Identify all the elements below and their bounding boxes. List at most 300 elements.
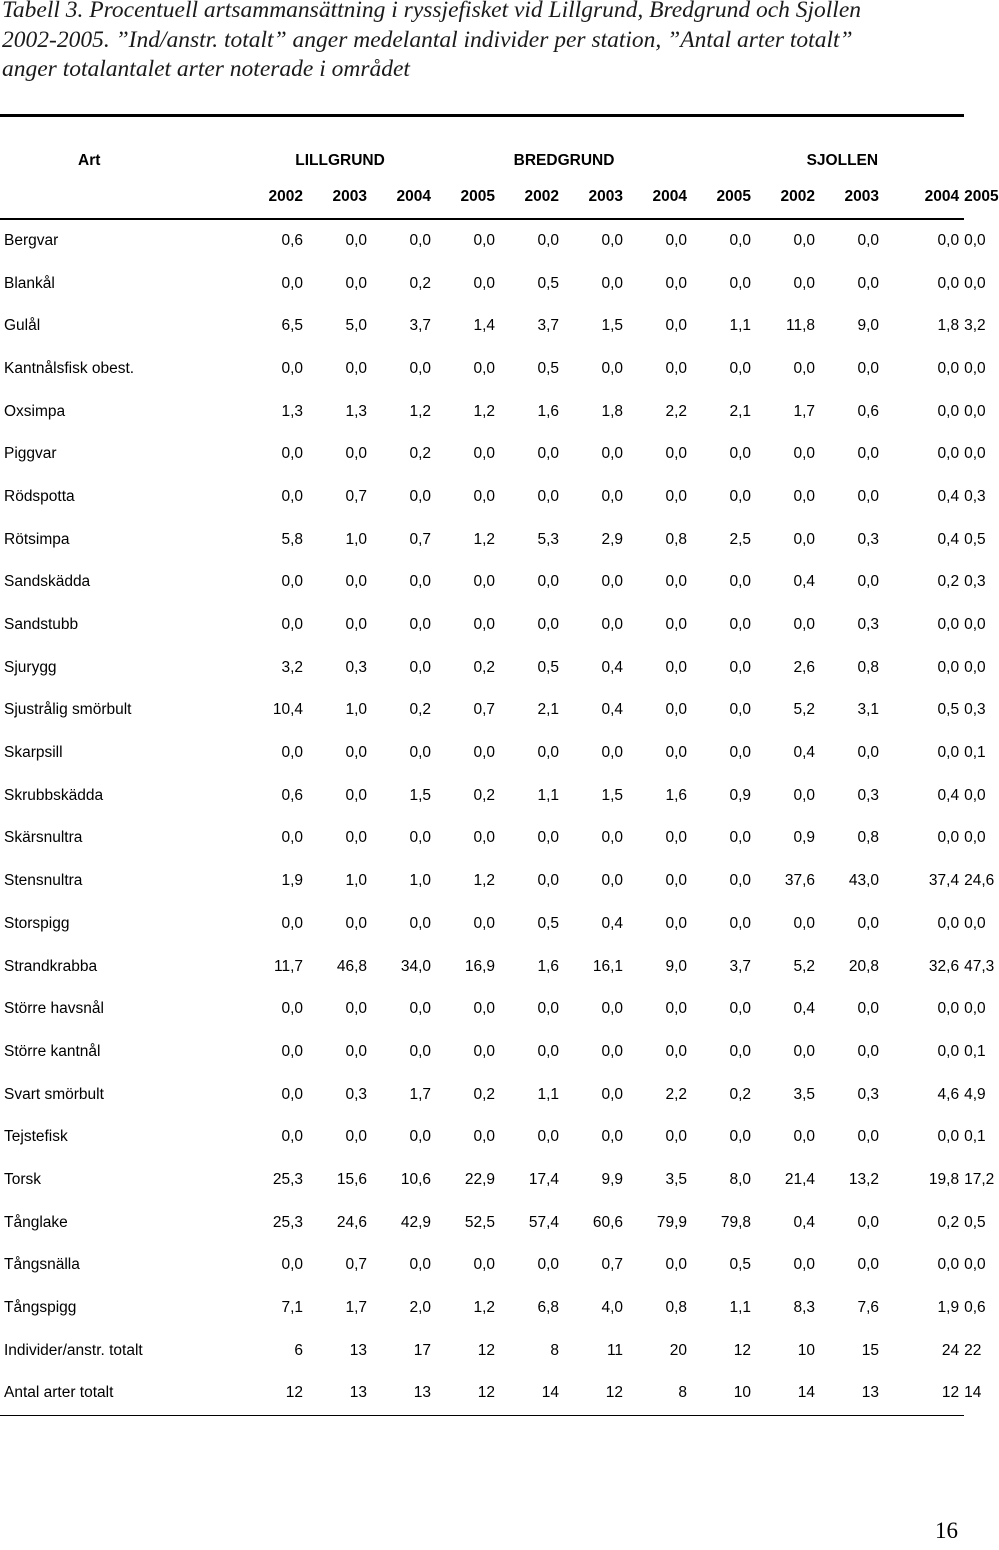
table-cell: 0,0 [857, 445, 880, 463]
table-cell: 0,8 [665, 1299, 688, 1317]
table-cell: 0,0 [937, 359, 960, 377]
table-row: Kantnålsfisk obest. 0,0 0,0 0,0 0,0 0,5 0,0 0,0 0,0 0,0 0,0 0,0 0,0 [0, 348, 964, 391]
table-cell: 0,0 [601, 1085, 624, 1103]
table-cell: 0,0 [857, 1128, 880, 1146]
year-header: 2004 [628, 186, 692, 219]
table-cell: 2,5 [729, 530, 752, 548]
table-cell: 0,0 [345, 744, 368, 762]
table-cell: 0,2 [473, 658, 496, 676]
table-cell: 0,5 [537, 274, 560, 292]
table-cell: 0,0 [793, 1042, 816, 1060]
species-name: Strandkrabba [4, 957, 98, 975]
table-cell: 0,0 [729, 1000, 752, 1018]
table-cell: 0,0 [473, 1256, 496, 1274]
table-cell: 0,4 [793, 1213, 816, 1231]
table-cell: 79,9 [656, 1213, 688, 1231]
table-cell: 0,0 [345, 573, 368, 591]
table-cell: 0,0 [729, 487, 752, 505]
table-cell: 0,5 [537, 914, 560, 932]
table-cell: 0,0 [601, 231, 624, 249]
table-cell: 0,0 [665, 231, 688, 249]
table-cell: 0,0 [729, 744, 752, 762]
table-row: Tångsnälla 0,0 0,7 0,0 0,0 0,0 0,7 0,0 0,5 0,0 0,0 0,0 0,0 [0, 1244, 964, 1287]
table-cell: 0,2 [729, 1085, 752, 1103]
table-cell: 17,4 [528, 1170, 560, 1188]
table-cell: 0,0 [937, 274, 960, 292]
table-cell: 3,2 [281, 658, 304, 676]
table-cell: 0,0 [409, 1128, 432, 1146]
station-header-row [0, 116, 964, 186]
page-number: 16 [935, 1518, 958, 1543]
table-cell: 1,7 [409, 1085, 432, 1103]
species-name: Skarpsill [4, 744, 63, 762]
table-cell: 0,0 [473, 359, 496, 377]
station-header-lillgrund: LILLGRUND [244, 116, 436, 186]
table-cell: 0,0 [601, 829, 624, 847]
table-cell: 1,6 [537, 402, 560, 420]
species-name: Oxsimpa [4, 402, 66, 420]
table-cell: 0,0 [937, 1128, 960, 1146]
table-cell: 0,2 [937, 573, 960, 591]
species-name: Blankål [4, 274, 55, 292]
table-cell: 2,6 [793, 658, 816, 676]
table-cell: 0,0 [601, 616, 624, 634]
table-cell: 0,0 [857, 1000, 880, 1018]
table-cell: 0,4 [793, 1000, 816, 1018]
table-cell: 0,0 [937, 744, 960, 762]
table-row: Individer/anstr. totalt 6 13 17 12 8 11 20 12 10 15 24 22 [0, 1329, 964, 1372]
table-cell: 6 [294, 1341, 304, 1359]
table-cell: 0,0 [729, 445, 752, 463]
species-name: Rötsimpa [4, 530, 70, 548]
table-row: Sjustrålig smörbult 10,4 1,0 0,2 0,7 2,1 0,4 0,0 0,0 5,2 3,1 0,5 0,3 [0, 689, 964, 732]
table-cell: 0,0 [857, 487, 880, 505]
table-cell: 34,0 [400, 957, 432, 975]
table-cell: 0,0 [857, 1213, 880, 1231]
table-body [0, 219, 995, 1416]
year-header: 2003 [308, 186, 372, 219]
table-cell: 1,1 [729, 317, 752, 335]
table-cell: 3,7 [409, 317, 432, 335]
table-cell: 0,7 [409, 530, 432, 548]
table-cell: 20 [669, 1341, 688, 1359]
table-cell: 0,2 [409, 701, 432, 719]
species-name: Större havsnål [4, 1000, 104, 1018]
table-cell: 0,0 [937, 914, 960, 932]
table-cell: 1,0 [345, 530, 368, 548]
table-cell: 0,0 [537, 1000, 560, 1018]
table-cell: 0,0 [665, 359, 688, 377]
table-cell: 0,0 [937, 1000, 960, 1018]
table-row: Torsk 25,3 15,6 10,6 22,9 17,4 9,9 3,5 8,0 21,4 13,2 19,8 17,2 [0, 1159, 964, 1202]
table-cell: 0,0 [281, 829, 304, 847]
table-cell: 12 [436, 1372, 500, 1415]
species-name: Rödspotta [4, 487, 75, 505]
table-cell: 0,0 [729, 1128, 752, 1146]
table-cell: 9,0 [857, 317, 880, 335]
species-name: Tejstefisk [4, 1128, 68, 1146]
table-cell: 0,3 [857, 530, 880, 548]
table-cell: 0,0 [857, 1042, 880, 1060]
table-cell: 1,6 [665, 786, 688, 804]
species-name: Individer/anstr. totalt [4, 1341, 143, 1359]
table-row: Sandskädda 0,0 0,0 0,0 0,0 0,0 0,0 0,0 0,0 0,4 0,0 0,2 0,3 [0, 561, 964, 604]
table-caption [2, 0, 952, 85]
table-cell: 0,0 [473, 573, 496, 591]
table-cell: 0,0 [857, 359, 880, 377]
table-cell: 0,0 [537, 231, 560, 249]
table-cell: 0,2 [473, 1085, 496, 1103]
table-row: Skärsnultra 0,0 0,0 0,0 0,0 0,0 0,0 0,0 0,0 0,9 0,8 0,0 0,0 [0, 817, 964, 860]
table-cell: 25,3 [272, 1213, 304, 1231]
table-cell: 0,0 [281, 573, 304, 591]
table-cell: 0,0 [729, 829, 752, 847]
table-cell: 0,0 [345, 359, 368, 377]
species-name: Tångsnälla [4, 1256, 80, 1274]
table-cell: 0,0 [665, 274, 688, 292]
year-header: 2002 [756, 186, 820, 219]
table-cell: 24,6 [336, 1213, 368, 1231]
table-cell: 0,0 [345, 1000, 368, 1018]
table-cell: 0,0 [345, 274, 368, 292]
table-cell: 2,2 [665, 402, 688, 420]
station-header-bredgrund: BREDGRUND [436, 116, 692, 186]
table-cell: 0,0 [729, 274, 752, 292]
table-cell: 9,9 [601, 1170, 624, 1188]
table-cell: 12 [244, 1372, 308, 1415]
table-cell: 0,0 [473, 1000, 496, 1018]
table-cell: 13 [372, 1372, 436, 1415]
table-cell: 14 [756, 1372, 820, 1415]
table-cell: 0,0 [537, 487, 560, 505]
table-row: Större kantnål 0,0 0,0 0,0 0,0 0,0 0,0 0,0 0,0 0,0 0,0 0,0 0,1 [0, 1031, 964, 1074]
table-cell: 0,0 [729, 359, 752, 377]
table-cell: 0,0 [729, 658, 752, 676]
table-row: Gulål 6,5 5,0 3,7 1,4 3,7 1,5 0,0 1,1 11,8 9,0 1,8 3,2 [0, 305, 964, 348]
table-cell: 1,7 [345, 1299, 368, 1317]
table-cell: 0,2 [473, 786, 496, 804]
table-cell: 0,0 [473, 1042, 496, 1060]
table-cell: 0,0 [409, 914, 432, 932]
table-row: Tångspigg 7,1 1,7 2,0 1,2 6,8 4,0 0,8 1,1 8,3 7,6 1,9 0,6 [0, 1287, 964, 1330]
species-name: Sandstubb [4, 616, 79, 634]
caption-line: Tabell 3. Procentuell artsammansättning i ryssjefisket vid Lillgrund, Bredgrund och Sjollen [2, 0, 862, 23]
table-cell: 0,7 [601, 1256, 624, 1274]
table-cell: 13 [820, 1372, 884, 1415]
table-cell: 0,0 [409, 1042, 432, 1060]
table-cell: 14 [500, 1372, 564, 1415]
table-cell: 0,0 [409, 573, 432, 591]
table-cell: 5,2 [793, 957, 816, 975]
table-cell: 17 [413, 1341, 432, 1359]
table-cell: 12 [564, 1372, 628, 1415]
table-cell: 1,8 [937, 317, 960, 335]
table-cell: 13,2 [848, 1170, 880, 1188]
table-row: Strandkrabba 11,7 46,8 34,0 16,9 1,6 16,1 9,0 3,7 5,2 20,8 32,6 47,3 [0, 945, 964, 988]
table-cell: 0,0 [793, 616, 816, 634]
table-cell: 0,8 [857, 658, 880, 676]
table-cell: 37,6 [784, 872, 816, 890]
table-cell: 0,0 [345, 445, 368, 463]
year-header: 2002 [244, 186, 308, 219]
year-header: 2003 [564, 186, 628, 219]
table-cell: 0,0 [537, 1128, 560, 1146]
table-cell: 0,0 [937, 445, 960, 463]
table-cell: 0,0 [345, 914, 368, 932]
table-cell: 1,0 [345, 701, 368, 719]
table-cell: 0,5 [729, 1256, 752, 1274]
table-cell: 1,0 [409, 872, 432, 890]
table-cell: 0,0 [601, 1042, 624, 1060]
table-cell: 0,0 [473, 274, 496, 292]
table-cell: 0,0 [665, 1128, 688, 1146]
table-cell: 0,3 [857, 616, 880, 634]
table-cell: 0,0 [729, 231, 752, 249]
table-cell: 0,0 [601, 872, 624, 890]
table-cell: 0,0 [793, 786, 816, 804]
table-cell: 25,3 [272, 1170, 304, 1188]
table-cell: 0,4 [793, 573, 816, 591]
table-cell: 10,6 [400, 1170, 432, 1188]
table-cell: 0,4 [601, 914, 624, 932]
table-cell: 0,0 [409, 359, 432, 377]
table-cell: 3,7 [729, 957, 752, 975]
table-cell: 52,5 [464, 1213, 496, 1231]
table-cell: 0,0 [601, 1000, 624, 1018]
species-name: Torsk [4, 1170, 42, 1188]
table-cell: 0,8 [665, 530, 688, 548]
table-cell: 8,3 [793, 1299, 816, 1317]
table-cell: 0,0 [345, 616, 368, 634]
table-row: Storspigg 0,0 0,0 0,0 0,0 0,5 0,4 0,0 0,0 0,0 0,0 0,0 0,0 [0, 903, 964, 946]
table-cell: 16,9 [464, 957, 496, 975]
table-cell: 0,0 [281, 274, 304, 292]
table-cell: 0,0 [473, 445, 496, 463]
year-header: 2004 [884, 186, 964, 219]
table-cell: 0,7 [473, 701, 496, 719]
table-cell: 2,9 [601, 530, 624, 548]
table-cell: 79,8 [720, 1213, 752, 1231]
table-cell: 0,0 [729, 573, 752, 591]
year-header-row: 2002 2003 2004 2005 2002 2003 2004 2005 2002 2003 2004 2005 [0, 186, 964, 219]
table-cell: 0,0 [665, 487, 688, 505]
table-cell: 0,0 [281, 445, 304, 463]
table-cell: 0,0 [281, 1000, 304, 1018]
table-cell: 0,0 [793, 445, 816, 463]
table-cell: 0,4 [601, 658, 624, 676]
table-cell: 1,8 [601, 402, 624, 420]
table-row: Bergvar 0,6 0,0 0,0 0,0 0,0 0,0 0,0 0,0 0,0 0,0 0,0 0,0 [0, 219, 964, 263]
year-header-spacer [0, 186, 244, 219]
table-cell: 0,4 [937, 487, 960, 505]
table-cell: 0,0 [937, 1042, 960, 1060]
table-cell: 19,8 [928, 1170, 960, 1188]
species-name: Svart smörbult [4, 1085, 104, 1103]
species-name: Tånglake [4, 1213, 68, 1231]
table-cell: 0,0 [665, 744, 688, 762]
table-cell: 0,6 [281, 231, 304, 249]
table-cell: 0,0 [537, 445, 560, 463]
table-cell: 0,0 [857, 744, 880, 762]
year-header: 2002 [500, 186, 564, 219]
table-cell: 21,4 [784, 1170, 816, 1188]
table-cell: 0,0 [537, 616, 560, 634]
table-cell: 2,1 [729, 402, 752, 420]
table-cell: 0,0 [729, 914, 752, 932]
table-cell: 0,0 [281, 1256, 304, 1274]
table-cell: 0,0 [537, 1256, 560, 1274]
table-cell: 20,8 [848, 957, 880, 975]
table-cell: 0,0 [601, 445, 624, 463]
table-cell: 0,0 [281, 1042, 304, 1060]
table-cell: 0,0 [281, 487, 304, 505]
species-name: Gulål [4, 317, 41, 335]
table-cell: 0,0 [473, 231, 496, 249]
table-row: Sandstubb 0,0 0,0 0,0 0,0 0,0 0,0 0,0 0,0 0,0 0,3 0,0 0,0 [0, 604, 964, 647]
table-cell: 0,5 [537, 359, 560, 377]
table-cell: 0,0 [937, 616, 960, 634]
table-cell: 0,0 [409, 231, 432, 249]
table-cell: 8 [628, 1372, 692, 1415]
table-cell: 0,6 [857, 402, 880, 420]
table-cell: 0,0 [793, 1256, 816, 1274]
species-name: Skrubbskädda [4, 786, 104, 804]
species-name: Sjurygg [4, 658, 57, 676]
table-cell: 1,7 [793, 402, 816, 420]
table-cell: 0,0 [537, 744, 560, 762]
table-cell: 0,0 [601, 359, 624, 377]
table-cell: 0,0 [729, 616, 752, 634]
table-cell: 0,0 [601, 487, 624, 505]
table-cell: 0,0 [937, 402, 960, 420]
table-cell: 0,0 [793, 274, 816, 292]
table-cell: 37,4 [928, 872, 960, 890]
table-cell: 42,9 [400, 1213, 432, 1231]
table-cell: 0,0 [473, 914, 496, 932]
species-name: Sandskädda [4, 573, 91, 591]
table-cell: 32,6 [928, 957, 960, 975]
table-cell: 0,0 [409, 616, 432, 634]
table-row: Tånglake 25,3 24,6 42,9 52,5 57,4 60,6 79,9 79,8 0,4 0,0 0,2 0,5 [0, 1201, 964, 1244]
table-cell: 3,5 [793, 1085, 816, 1103]
table-cell: 0,4 [937, 530, 960, 548]
table-cell: 0,0 [937, 829, 960, 847]
table-cell: 0,0 [473, 1128, 496, 1146]
table-cell: 1,9 [937, 1299, 960, 1317]
table-cell: 0,2 [937, 1213, 960, 1231]
table-cell: 0,0 [793, 487, 816, 505]
table-cell: 0,7 [345, 487, 368, 505]
table-cell: 1,3 [281, 402, 304, 420]
table-row: Blankål 0,0 0,0 0,2 0,0 0,5 0,0 0,0 0,0 0,0 0,0 0,0 0,0 [0, 262, 964, 305]
table-cell: 0,0 [729, 872, 752, 890]
table-cell: 7,1 [281, 1299, 304, 1317]
table-cell: 1,5 [601, 786, 624, 804]
table-cell: 0,0 [345, 1128, 368, 1146]
table-row: Svart smörbult 0,0 0,3 1,7 0,2 1,1 0,0 2,2 0,2 3,5 0,3 4,6 4,9 [0, 1073, 964, 1116]
table-row: Skrubbskädda 0,6 0,0 1,5 0,2 1,1 1,5 1,6 0,9 0,0 0,3 0,4 0,0 [0, 774, 964, 817]
table-cell: 1,3 [345, 402, 368, 420]
table-cell: 1,1 [537, 1085, 560, 1103]
species-name: Bergvar [4, 231, 59, 249]
table-cell: 0,0 [345, 786, 368, 804]
table-cell: 0,0 [857, 1256, 880, 1274]
table-cell: 0,0 [537, 829, 560, 847]
table-cell: 22,9 [464, 1170, 496, 1188]
table-cell: 11,8 [786, 317, 816, 335]
table-cell: 0,5 [937, 701, 960, 719]
table-cell: 0,0 [409, 744, 432, 762]
table-cell: 0,0 [409, 1000, 432, 1018]
table-cell: 0,0 [281, 359, 304, 377]
species-name: Storspigg [4, 914, 70, 932]
table-cell: 0,3 [345, 1085, 368, 1103]
species-name: Tångspigg [4, 1299, 77, 1317]
table-cell: 0,0 [665, 1042, 688, 1060]
table-cell: 0,0 [793, 1128, 816, 1146]
table-row: Oxsimpa 1,3 1,3 1,2 1,2 1,6 1,8 2,2 2,1 1,7 0,6 0,0 0,0 [0, 390, 964, 433]
species-column-header: Art [0, 116, 244, 186]
table-row: Antal arter totalt 12 13 13 12 14 12 8 10 14 13 12 14 [0, 1372, 964, 1415]
species-name: Skärsnultra [4, 829, 83, 847]
species-name: Kantnålsfisk obest. [4, 359, 135, 377]
year-header: 2003 [820, 186, 884, 219]
table-cell: 0,0 [665, 658, 688, 676]
table-cell: 0,0 [665, 616, 688, 634]
species-name: Piggvar [4, 445, 57, 463]
table-cell: 0,9 [793, 829, 816, 847]
table-cell: 1,1 [729, 1299, 752, 1317]
table-cell: 5,3 [537, 530, 560, 548]
table-cell: 0,0 [281, 744, 304, 762]
table-cell: 0,0 [281, 1085, 304, 1103]
table-cell: 0,0 [665, 445, 688, 463]
table-cell: 1,6 [537, 957, 560, 975]
table-cell: 0,0 [793, 359, 816, 377]
table-cell: 1,9 [281, 872, 304, 890]
table-cell: 3,7 [537, 317, 560, 335]
table-cell: 15,6 [336, 1170, 368, 1188]
table-cell: 0,0 [409, 829, 432, 847]
table-cell: 0,7 [345, 1256, 368, 1274]
table-cell: 0,0 [473, 616, 496, 634]
table-cell: 2,1 [537, 701, 560, 719]
table-cell: 0,0 [601, 573, 624, 591]
table-cell: 1,2 [473, 872, 496, 890]
table-cell: 0,3 [857, 786, 880, 804]
table-cell: 0,0 [601, 274, 624, 292]
table-cell: 24 [941, 1341, 960, 1359]
table-cell: 1,2 [473, 1299, 496, 1317]
table-cell: 12 [884, 1372, 964, 1415]
table-cell: 0,0 [729, 701, 752, 719]
caption-line: anger totalantalet arter noterade i området [2, 56, 410, 82]
table-cell: 0,0 [729, 1042, 752, 1060]
table-cell: 0,9 [729, 786, 752, 804]
table-cell: 6,8 [537, 1299, 560, 1317]
table-row: Stensnultra 1,9 1,0 1,0 1,2 0,0 0,0 0,0 0,0 37,6 43,0 37,4 24,6 [0, 860, 964, 903]
table-cell: 0,0 [473, 829, 496, 847]
year-header: 2005 [436, 186, 500, 219]
table-cell: 0,2 [409, 445, 432, 463]
table-cell: 0,0 [537, 573, 560, 591]
table-cell: 1,5 [601, 317, 624, 335]
table-cell: 8 [550, 1341, 560, 1359]
table-cell: 0,0 [665, 914, 688, 932]
table-row: Skarpsill 0,0 0,0 0,0 0,0 0,0 0,0 0,0 0,0 0,4 0,0 0,0 0,1 [0, 732, 964, 775]
table-cell: 0,0 [409, 1256, 432, 1274]
species-name: Sjustrålig smörbult [4, 701, 132, 719]
